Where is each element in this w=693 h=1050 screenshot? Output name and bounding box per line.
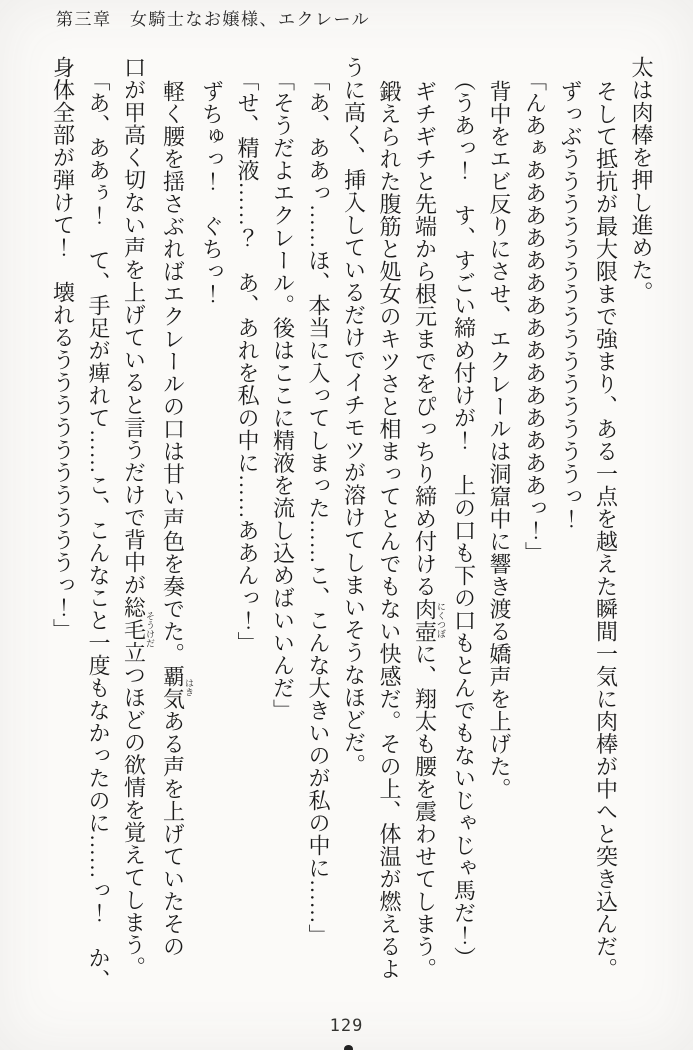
partial-glyph-dot — [344, 1045, 353, 1050]
text-line: ギチギチと先端から根元までをぴっちり締め付ける肉壺にくつぼに、翔太も腰を震わせてしまう。 — [412, 80, 446, 980]
ruby-annotated-word: 覇気はき — [160, 665, 194, 710]
body-text — [49, 56, 659, 1016]
text-line: そして抵抗が最大限まで強まり、ある一点を越えた瞬間一気に肉棒が中へと突き込んだ。 — [593, 80, 619, 980]
text-line: 「せ、精液……？ あ、あれを私の中に……ああんっ！」 — [235, 69, 260, 654]
text-line: 「そうだよエクレール。後はここに精液を流し込めばいいんだ」 — [270, 69, 296, 722]
text-line: 「あ、ああっ……ほ、本当に入ってしまった……こ、こんな大きいのが私の中に……」 — [306, 69, 331, 947]
text-line: 太は肉棒を押し進めた。 — [629, 56, 654, 304]
text-line: 口が甲高く切ない声を上げていると言うだけで背中が総毛立そうけだつほどの欲情を覚えてしまう。 — [121, 56, 155, 979]
ruby-annotated-word: 総毛立そうけだ — [121, 596, 155, 664]
text-line: うに高く、挿入しているだけでイチモツが溶けてしまいそうなほどだ。 — [341, 56, 367, 776]
text-line: 「んあぁあああああああああああああああっ！」 — [522, 69, 548, 564]
text-line: ずっぶうううううううううううううううっ！ — [558, 80, 583, 530]
page-number: 129 — [329, 1016, 364, 1036]
chapter-header: 第三章 女騎士なお嬢様、エクレール — [56, 10, 371, 29]
text-line: 背中をエビ反りにさせ、エクレールは洞窟中に響き渡る嬌声を上げた。 — [487, 80, 512, 800]
text-line: （うあっ！ す、すごい締め付けが！ 上の口も下の口もとんでもないじゃじゃ馬だ！） — [451, 69, 477, 969]
text-line: 鍛えられた腹筋と処女のキツさと相まってとんでもない快感だ。その上、体温が燃えるよ — [377, 80, 402, 980]
text-line: ずちゅっ！ ぐちっ！ — [199, 80, 225, 305]
text-line: 軽く腰を揺さぶればエクレールの口は甘い声色を奏でた。覇気はきある声を上げていたその — [160, 80, 194, 958]
text-line: 「あ、ああぅ！ て、手足が痺れて……こ、こんなこと一度もなかったのに……っ！ か、 — [86, 69, 111, 992]
ruby-annotated-word: 肉壺にくつぼ — [412, 597, 446, 643]
text-line: 身体全部が弾けて！ 壊れるううううううううううっ！」 — [50, 56, 76, 641]
